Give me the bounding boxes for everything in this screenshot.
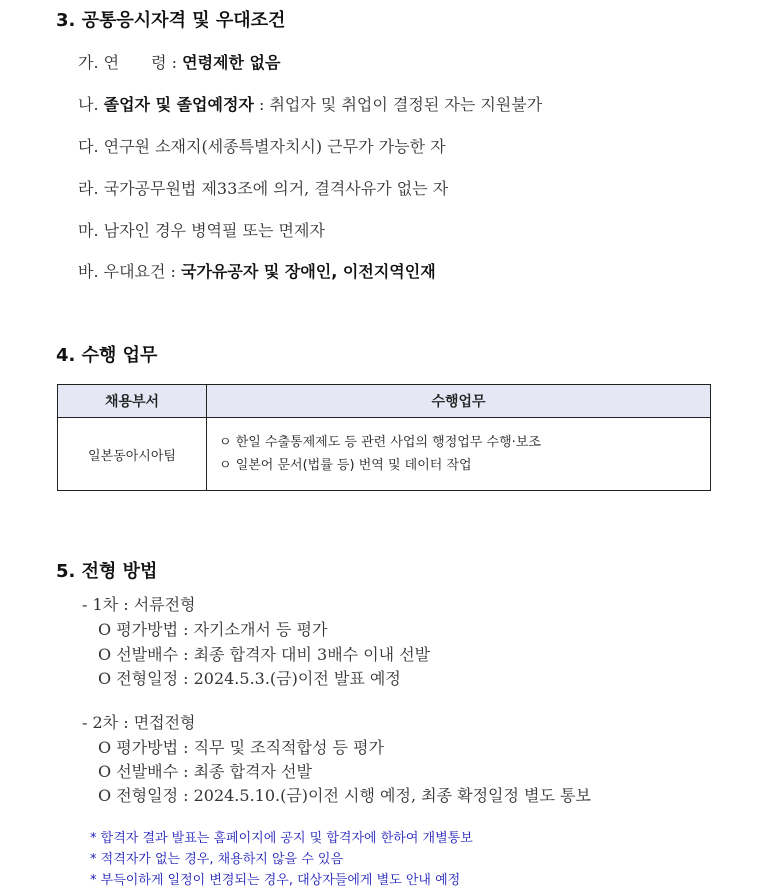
item-prefix: 마. 남자인 경우 병역필 또는 면제자 [78,221,325,240]
stage2-title: - 2차 : 면접전형 [82,713,196,732]
item-rest: : 취업자 및 취업이 결정된 자는 지원불가 [253,95,543,114]
duty-table-header-row [58,385,711,418]
item-prefix: 나. [78,95,104,114]
section4-heading: 4. 수행 업무 [56,345,158,366]
stage1-title: - 1차 : 서류전형 [82,595,196,614]
stage1-line: O 전형일정 : 2024.5.3.(금)이전 발표 예정 [98,669,401,688]
stage2-line: O 선발배수 : 최종 합격자 선발 [98,762,312,781]
header-department: 채용부서 [58,385,207,418]
qualification-item-military [78,218,325,241]
qualification-item-law [78,176,448,199]
qualification-item-preference [78,259,436,282]
header-duty: 수행업무 [207,385,711,418]
section5-heading: 5. 전형 방법 [56,561,158,582]
duty-item: ㅇ 한일 수출통제제도 등 관련 사업의 행정업무 수행·보조 [219,435,541,450]
stage1-line: O 평가방법 : 자기소개서 등 평가 [98,620,328,639]
item-bold: 국가유공자 및 장애인, 이전지역인재 [181,262,436,281]
item-prefix: 다. 연구원 소재지(세종특별자치시) 근무가 가능한 자 [78,137,446,156]
item-prefix: 바. 우대요건 : [78,262,182,281]
department-cell: 일본동아시아팀 [58,418,207,491]
stage1-line: O 선발배수 : 최종 합격자 대비 3배수 이내 선발 [98,645,431,664]
item-prefix: 라. 국가공무원법 제33조에 의거, 결격사유가 없는 자 [78,179,449,198]
item-prefix: 가. 연 령 : [78,53,183,72]
qualification-item-age [78,50,280,73]
section3-heading: 3. 공통응시자격 및 우대조건 [56,10,286,31]
notice-line: * 부득이하게 일정이 변경되는 경우, 대상자들에게 별도 안내 예정 [90,873,461,888]
duty-cell [207,418,711,491]
qualification-item-graduate [78,92,542,115]
duty-table [57,384,711,491]
duty-item: ㅇ 일본어 문서(법률 등) 번역 및 데이터 작업 [219,458,472,473]
qualification-item-location [78,134,446,157]
stage2-line: O 평가방법 : 직무 및 조직적합성 등 평가 [98,738,384,757]
item-bold: 졸업자 및 졸업예정자 [103,95,254,114]
notice-line: * 합격자 결과 발표는 홈페이지에 공지 및 합격자에 한하여 개별통보 [90,831,473,846]
item-bold: 연령제한 없음 [182,53,281,72]
notice-line: * 적격자가 없는 경우, 채용하지 않을 수 있음 [90,852,344,867]
stage2-line: O 전형일정 : 2024.5.10.(금)이전 시행 예정, 최종 확정일정 별도 통보 [98,786,591,805]
table-row [58,418,711,491]
